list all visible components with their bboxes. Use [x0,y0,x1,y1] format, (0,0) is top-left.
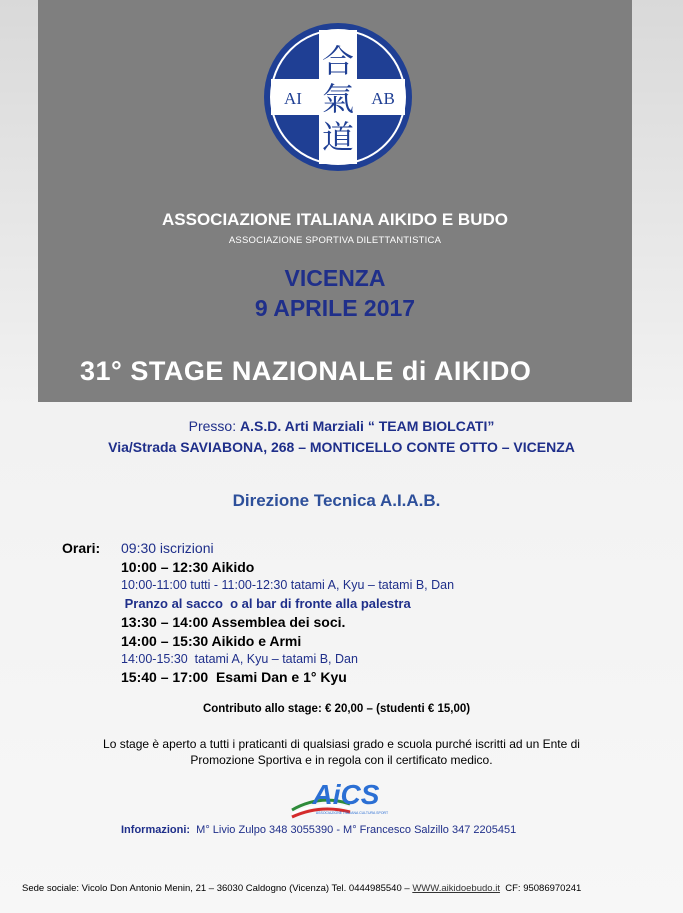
schedule-line: 10:00 – 12:30 Aikido [121,559,255,575]
info-contacts: M° Livio Zulpo 348 3055390 - M° Francesco Salzillo 347 2205451 [190,824,517,836]
footer-address: Sede sociale: Vicolo Don Antonio Menin, 21 – 36030 Caldogno (Vicenza) Tel. 0444985540 – [22,883,413,894]
aics-logo-subtext: ASSOCIAZIONE ITALIANA CULTURA SPORT [315,811,389,815]
participation-note-line-1: Lo stage è aperto a tutti i praticanti di qualsiasi grado e scuola purché iscritti ad un Ente di [103,737,580,751]
association-name: ASSOCIAZIONE ITALIANA AIKIDO E BUDO [162,210,508,229]
schedule-line: 10:00-11:00 tutti - 11:00-12:30 tatami A, Kyu – tatami B, Dan [121,578,455,592]
logo-kanji-1: 合 [321,42,355,80]
schedule-line: 15:40 – 17:00 Esami Dan e 1° Kyu [121,669,347,685]
schedule-line: 13:30 – 14:00 Assemblea dei soci. [121,614,346,630]
schedule-line: 09:30 iscrizioni [121,540,214,556]
aics-logo-text: AiCS [312,779,380,810]
logo-kanji-3: 道 [321,118,355,156]
event-date: 9 APRILE 2017 [254,295,416,321]
venue-label: Presso: [188,418,240,434]
association-subtitle: ASSOCIAZIONE SPORTIVA DILETTANTISTICA [228,235,442,246]
footer [22,883,581,894]
logo-text-right: AB [371,89,395,108]
fee-line: Contributo allo stage: € 20,00 – (studenti € 15,00) [202,703,471,715]
venue-line [0,418,683,434]
footer-tax-code: CF: 95086970241 [499,883,582,894]
logo-kanji-2: 氣 [321,80,355,118]
technical-direction: Direzione Tecnica A.I.A.B. [232,491,441,510]
schedule-line: 14:00-15:30 tatami A, Kyu – tatami B, Dan [121,652,358,666]
info-line [121,824,516,836]
event-city: VICENZA [284,265,386,291]
aics-logo [290,774,390,820]
aiab-logo [263,22,413,172]
participation-note-line-2: Promozione Sportiva e in regola con il certificato medico. [190,753,493,767]
venue-address: Via/Strada SAVIABONA, 268 – MONTICELLO CONTE OTTO – VICENZA [108,439,575,455]
schedule-label: Orari: [62,540,101,556]
schedule-line: 14:00 – 15:30 Aikido e Armi [121,633,302,649]
venue-name: A.S.D. Arti Marziali “ TEAM BIOLCATI” [240,418,495,434]
info-label: Informazioni: [121,824,191,836]
logo-text-left: AI [284,89,302,108]
website-link[interactable]: WWW.aikidoebudo.it [412,883,500,894]
stage-title: 31° STAGE NAZIONALE di AIKIDO [80,356,532,386]
schedule-line: Pranzo al sacco o al bar di fronte alla palestra [121,596,411,611]
